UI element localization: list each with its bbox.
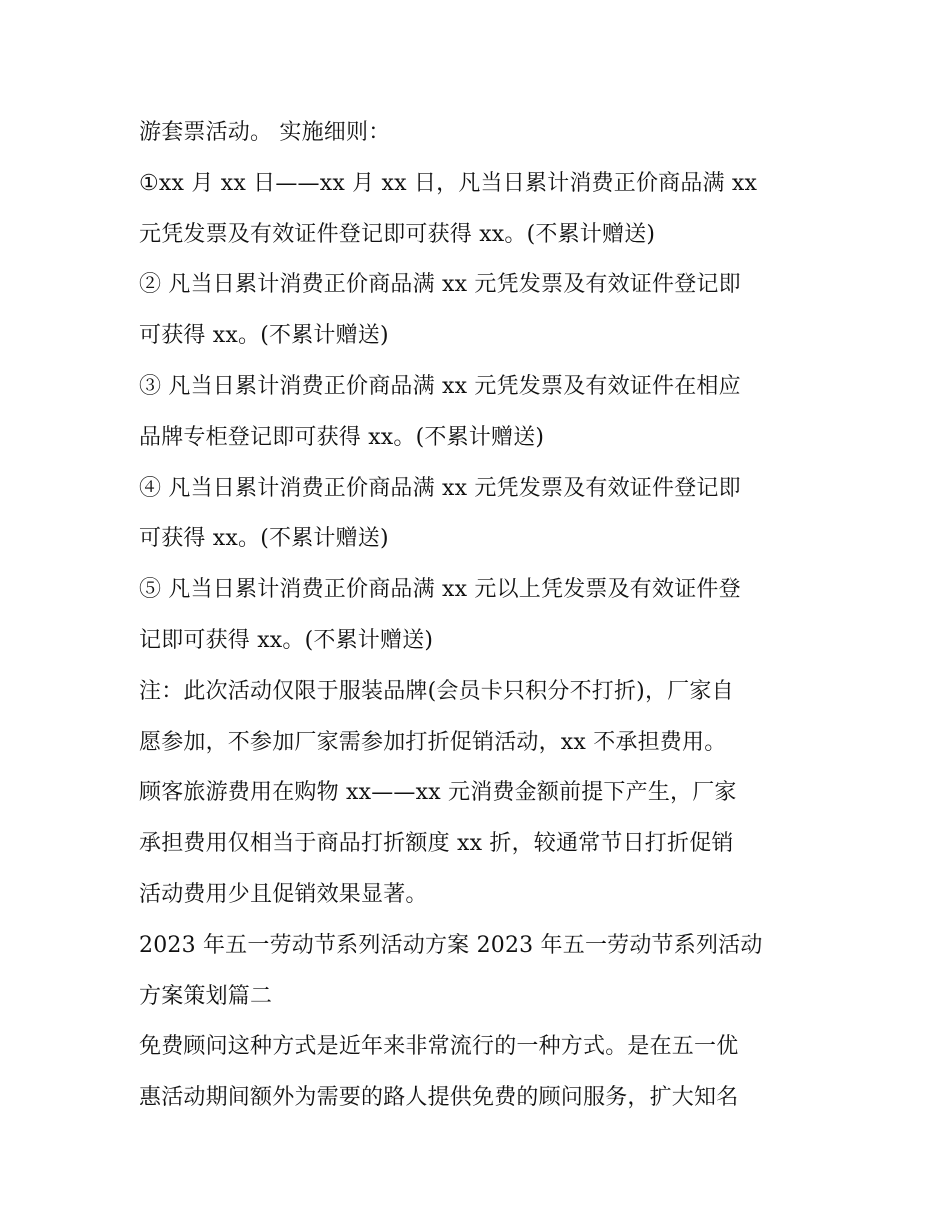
- text-line: 承担费用仅相当于商品打折额度 xx 折，较通常节日打折促销: [139, 831, 734, 857]
- text-line: ③ 凡当日累计消费正价商品满 xx 元凭发票及有效证件在相应: [139, 373, 741, 399]
- section-heading: 2023 年五一劳动节系列活动方案 2023 年五一劳动节系列活动: [139, 932, 763, 958]
- text-line: ①xx 月 xx 日——xx 月 xx 日，凡当日累计消费正价商品满 xx: [139, 170, 758, 196]
- text-line: 可获得 xx。(不累计赠送): [139, 526, 389, 552]
- text-line: 顾客旅游费用在购物 xx——xx 元消费金额前提下产生，厂家: [139, 780, 737, 806]
- text-line: ⑤ 凡当日累计消费正价商品满 xx 元以上凭发票及有效证件登: [139, 577, 741, 603]
- text-line: ④ 凡当日累计消费正价商品满 xx 元凭发票及有效证件登记即: [139, 475, 741, 501]
- text-line: 记即可获得 xx。(不累计赠送): [139, 627, 434, 653]
- text-line: 游套票活动。 实施细则：: [139, 120, 391, 145]
- text-line: 元凭发票及有效证件登记即可获得 xx。(不累计赠送): [139, 221, 656, 247]
- text-line: 注：此次活动仅限于服装品牌(会员卡只积分不打折)，厂家自: [139, 678, 734, 704]
- text-line: 品牌专柜登记即可获得 xx。(不累计赠送): [139, 424, 545, 450]
- text-line: ② 凡当日累计消费正价商品满 xx 元凭发票及有效证件登记即: [139, 272, 741, 298]
- text-line: 免费顾问这种方式是近年来非常流行的一种方式。是在五一优: [139, 1034, 739, 1060]
- text-line: 惠活动期间额外为需要的路人提供免费的顾问服务，扩大知名: [139, 1085, 739, 1111]
- section-heading: 方案策划篇二: [139, 983, 273, 1009]
- text-line: 可获得 xx。(不累计赠送): [139, 323, 389, 349]
- text-line: 活动费用少且促销效果显著。: [139, 881, 428, 907]
- document-body: [139, 108, 819, 1124]
- text-line: 愿参加，不参加厂家需参加打折促销活动，xx 不承担费用。: [139, 729, 727, 755]
